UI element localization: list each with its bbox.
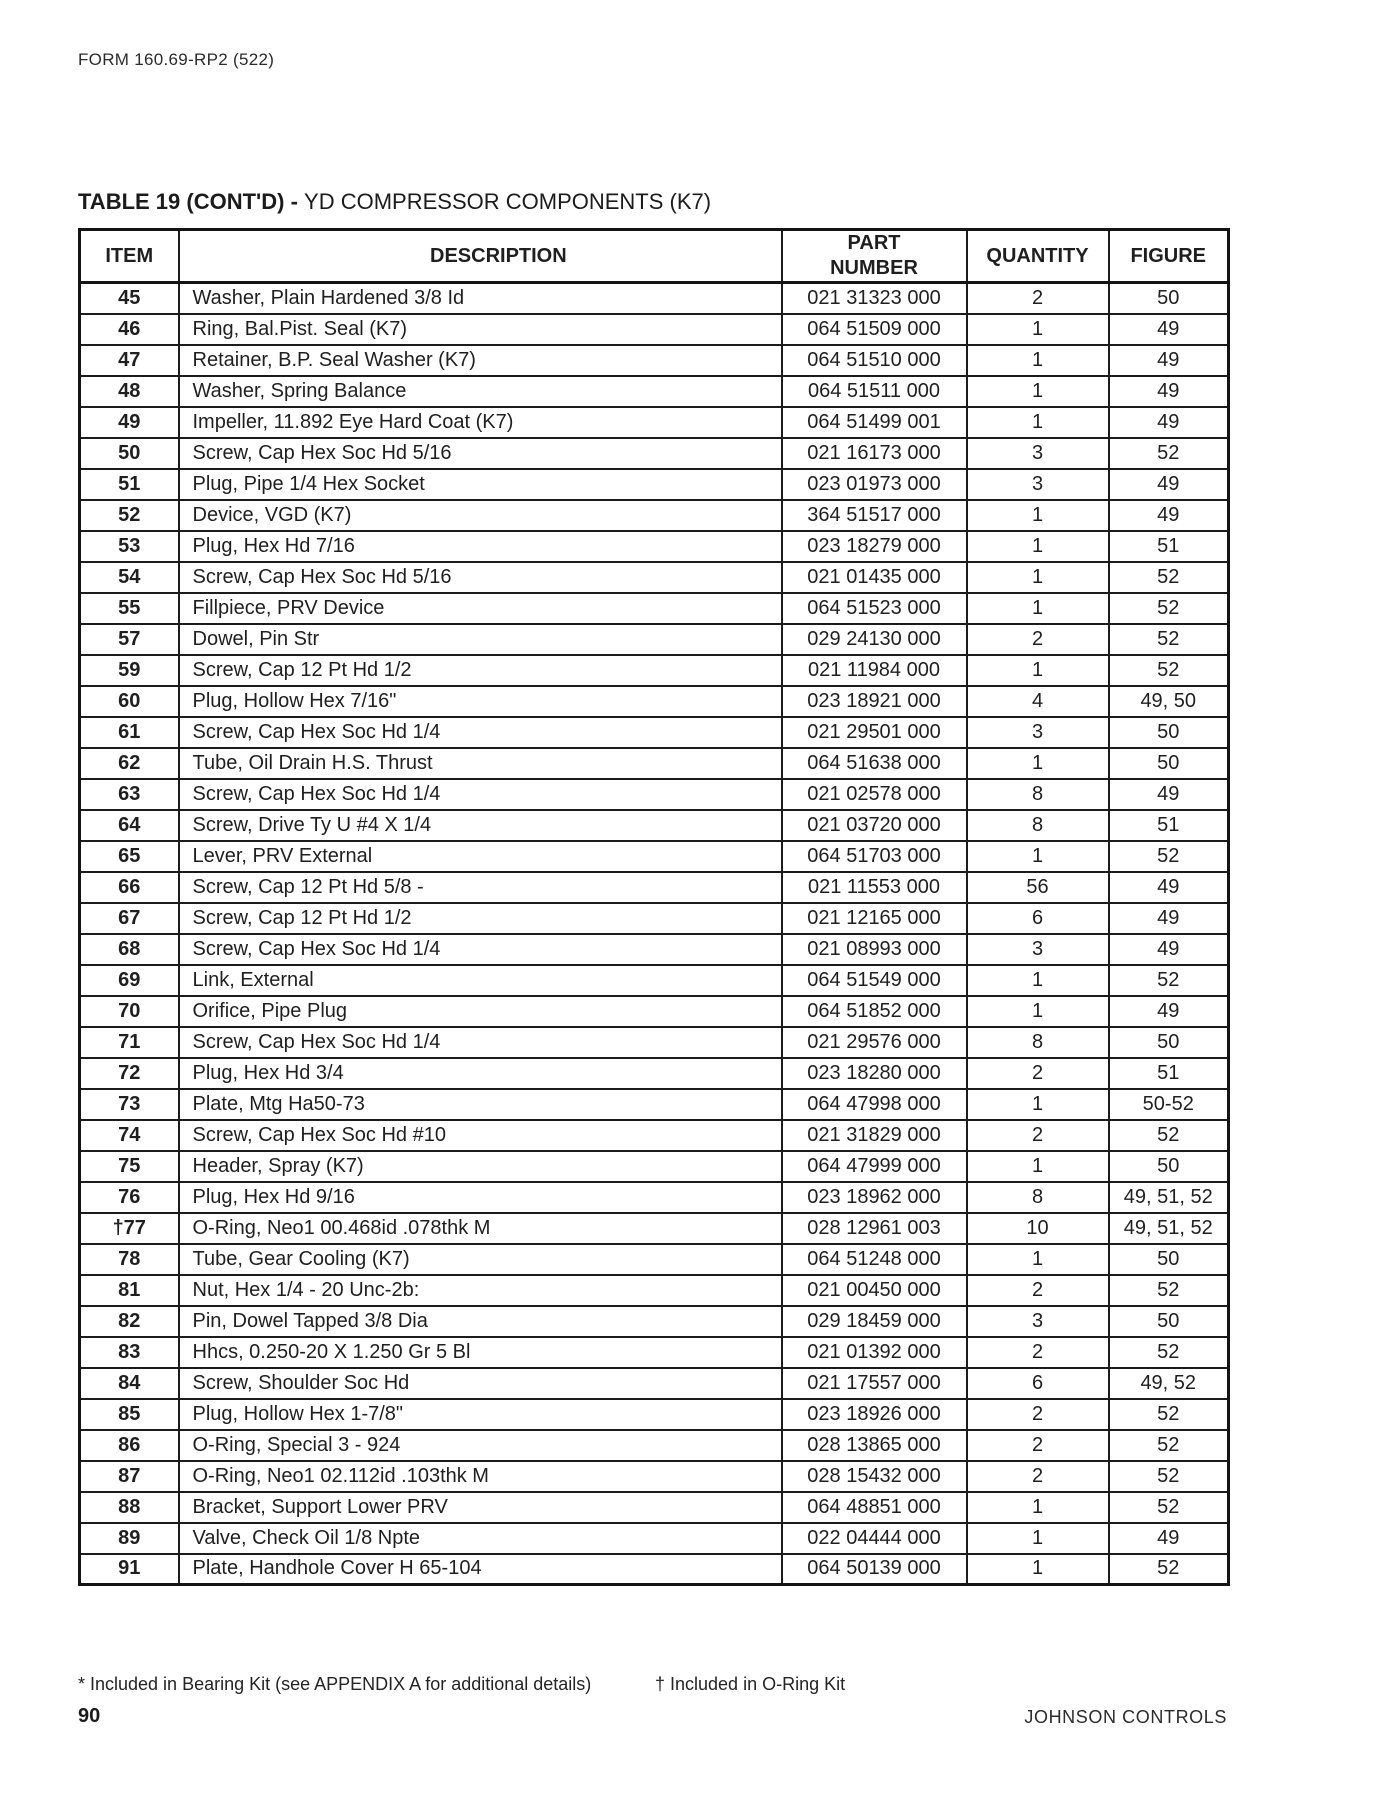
part-number-cell: 021 16173 000 [782,438,967,469]
table-row [80,779,1229,810]
description-cell: Dowel, Pin Str [179,624,782,655]
part-number-cell: 021 11553 000 [782,872,967,903]
quantity-cell: 2 [967,1058,1109,1089]
figure-cell: 50 [1109,1151,1229,1182]
description-cell: Valve, Check Oil 1/8 Npte [179,1523,782,1554]
item-cell: 85 [80,1399,179,1430]
table-row [80,438,1229,469]
figure-cell: 50 [1109,283,1229,314]
item-cell: 69 [80,965,179,996]
table-row [80,407,1229,438]
description-cell: Retainer, B.P. Seal Washer (K7) [179,345,782,376]
part-number-cell: 064 51499 001 [782,407,967,438]
figure-cell: 52 [1109,1275,1229,1306]
table-row [80,562,1229,593]
quantity-cell: 2 [967,1120,1109,1151]
table-row [80,1523,1229,1554]
quantity-cell: 3 [967,469,1109,500]
description-cell: Screw, Cap Hex Soc Hd 5/16 [179,562,782,593]
description-cell: Nut, Hex 1/4 - 20 Unc-2b: [179,1275,782,1306]
table-row [80,1213,1229,1244]
part-number-cell: 064 51549 000 [782,965,967,996]
part-number-cell: 064 47999 000 [782,1151,967,1182]
item-cell: 74 [80,1120,179,1151]
figure-cell: 52 [1109,841,1229,872]
quantity-cell: 6 [967,903,1109,934]
quantity-cell: 8 [967,1182,1109,1213]
quantity-cell: 1 [967,1089,1109,1120]
table-row [80,624,1229,655]
table-row [80,965,1229,996]
table-row [80,345,1229,376]
figure-cell: 49, 51, 52 [1109,1182,1229,1213]
figure-cell: 50 [1109,748,1229,779]
item-cell: 65 [80,841,179,872]
quantity-cell: 1 [967,748,1109,779]
part-number-cell: 064 51638 000 [782,748,967,779]
part-number-cell: 021 01392 000 [782,1337,967,1368]
description-cell: Tube, Oil Drain H.S. Thrust [179,748,782,779]
column-header-description: DESCRIPTION [179,230,782,283]
figure-cell: 50 [1109,1027,1229,1058]
figure-cell: 49 [1109,407,1229,438]
figure-cell: 49 [1109,376,1229,407]
part-number-cell: 064 51703 000 [782,841,967,872]
description-cell: Bracket, Support Lower PRV [179,1492,782,1523]
column-header-part-number: PART NUMBER [782,230,967,283]
part-number-cell: 064 51852 000 [782,996,967,1027]
quantity-cell: 2 [967,1337,1109,1368]
description-cell: Screw, Cap 12 Pt Hd 1/2 [179,903,782,934]
table-row [80,934,1229,965]
item-cell: 46 [80,314,179,345]
quantity-cell: 4 [967,686,1109,717]
part-number-cell: 064 51511 000 [782,376,967,407]
item-cell: 76 [80,1182,179,1213]
description-cell: Fillpiece, PRV Device [179,593,782,624]
page-number: 90 [78,1705,101,1727]
item-cell: 86 [80,1430,179,1461]
part-number-cell: 028 13865 000 [782,1430,967,1461]
part-number-cell: 064 47998 000 [782,1089,967,1120]
item-cell: 68 [80,934,179,965]
item-cell: 61 [80,717,179,748]
description-cell: Lever, PRV External [179,841,782,872]
item-cell: 51 [80,469,179,500]
quantity-cell: 1 [967,1492,1109,1523]
parts-table [78,228,1230,1586]
figure-cell: 49 [1109,996,1229,1027]
part-number-cell: 029 18459 000 [782,1306,967,1337]
quantity-cell: 1 [967,965,1109,996]
item-cell: 47 [80,345,179,376]
part-number-cell: 021 29576 000 [782,1027,967,1058]
item-cell: 71 [80,1027,179,1058]
item-cell: 64 [80,810,179,841]
part-number-cell: 023 01973 000 [782,469,967,500]
description-cell: Screw, Cap Hex Soc Hd 1/4 [179,779,782,810]
part-number-cell: 029 24130 000 [782,624,967,655]
item-cell: 70 [80,996,179,1027]
figure-cell: 52 [1109,1461,1229,1492]
item-cell: 60 [80,686,179,717]
description-cell: O-Ring, Neo1 02.112id .103thk M [179,1461,782,1492]
table-row [80,1089,1229,1120]
item-cell: 66 [80,872,179,903]
description-cell: Screw, Cap Hex Soc Hd 1/4 [179,1027,782,1058]
part-number-cell: 064 50139 000 [782,1554,967,1585]
figure-cell: 50-52 [1109,1089,1229,1120]
description-cell: Screw, Cap Hex Soc Hd 1/4 [179,717,782,748]
part-number-cell: 021 02578 000 [782,779,967,810]
table-title-bold: TABLE 19 (CONT'D) - [78,189,305,214]
part-number-cell: 022 04444 000 [782,1523,967,1554]
description-cell: Ring, Bal.Pist. Seal (K7) [179,314,782,345]
part-number-cell: 028 15432 000 [782,1461,967,1492]
part-number-cell: 023 18279 000 [782,531,967,562]
table-row [80,1554,1229,1585]
table-row [80,748,1229,779]
quantity-cell: 56 [967,872,1109,903]
quantity-cell: 3 [967,438,1109,469]
figure-cell: 52 [1109,1337,1229,1368]
figure-cell: 49 [1109,934,1229,965]
part-number-cell: 023 18921 000 [782,686,967,717]
part-number-cell: 021 31829 000 [782,1120,967,1151]
description-cell: Screw, Cap Hex Soc Hd 5/16 [179,438,782,469]
part-number-cell: 021 03720 000 [782,810,967,841]
parts-table-header [80,230,1229,283]
table-row [80,1182,1229,1213]
table-title-regular: YD COMPRESSOR COMPONENTS (K7) [304,189,712,214]
description-cell: Plug, Hex Hd 9/16 [179,1182,782,1213]
description-cell: Washer, Spring Balance [179,376,782,407]
item-cell: 82 [80,1306,179,1337]
part-number-cell: 021 12165 000 [782,903,967,934]
table-row [80,1275,1229,1306]
description-cell: Hhcs, 0.250-20 X 1.250 Gr 5 Bl [179,1337,782,1368]
description-cell: Plug, Hex Hd 7/16 [179,531,782,562]
parts-table-body [80,283,1229,1585]
part-number-cell: 064 51509 000 [782,314,967,345]
quantity-cell: 1 [967,1554,1109,1585]
item-cell: 49 [80,407,179,438]
figure-cell: 49 [1109,469,1229,500]
figure-cell: 52 [1109,965,1229,996]
table-row [80,1027,1229,1058]
part-number-cell: 023 18962 000 [782,1182,967,1213]
table-row [80,1120,1229,1151]
item-cell: 48 [80,376,179,407]
table-row [80,996,1229,1027]
company-name: JOHNSON CONTROLS [1024,1707,1227,1727]
figure-cell: 52 [1109,593,1229,624]
quantity-cell: 1 [967,500,1109,531]
table-row [80,376,1229,407]
table-row [80,841,1229,872]
item-cell: 89 [80,1523,179,1554]
description-cell: Plate, Mtg Ha50-73 [179,1089,782,1120]
item-cell: 62 [80,748,179,779]
table-title [78,189,711,215]
description-cell: Plug, Hollow Hex 1-7/8" [179,1399,782,1430]
item-cell: 45 [80,283,179,314]
form-number-label: FORM 160.69-RP2 (522) [78,50,275,69]
description-cell: Screw, Cap Hex Soc Hd 1/4 [179,934,782,965]
figure-cell: 52 [1109,1430,1229,1461]
table-row [80,1430,1229,1461]
table-row [80,469,1229,500]
figure-cell: 51 [1109,810,1229,841]
quantity-cell: 8 [967,810,1109,841]
figure-cell: 49 [1109,345,1229,376]
description-cell: Plate, Handhole Cover H 65-104 [179,1554,782,1585]
item-cell: †77 [80,1213,179,1244]
quantity-cell: 1 [967,314,1109,345]
item-cell: 91 [80,1554,179,1585]
table-row [80,810,1229,841]
item-cell: 84 [80,1368,179,1399]
table-row [80,1399,1229,1430]
item-cell: 75 [80,1151,179,1182]
quantity-cell: 1 [967,345,1109,376]
figure-cell: 49 [1109,903,1229,934]
table-row [80,531,1229,562]
figure-cell: 49 [1109,779,1229,810]
item-cell: 63 [80,779,179,810]
table-row [80,1244,1229,1275]
table-row [80,1461,1229,1492]
footnote-oring-kit: † Included in O-Ring Kit [655,1674,846,1694]
description-cell: Screw, Drive Ty U #4 X 1/4 [179,810,782,841]
table-row [80,283,1229,314]
description-cell: Header, Spray (K7) [179,1151,782,1182]
description-cell: Plug, Hex Hd 3/4 [179,1058,782,1089]
figure-cell: 52 [1109,562,1229,593]
part-number-cell: 028 12961 003 [782,1213,967,1244]
description-cell: Screw, Shoulder Soc Hd [179,1368,782,1399]
part-number-cell: 364 51517 000 [782,500,967,531]
description-cell: Screw, Cap 12 Pt Hd 5/8 - [179,872,782,903]
part-number-cell: 021 08993 000 [782,934,967,965]
quantity-cell: 2 [967,624,1109,655]
header-row [80,230,1229,283]
figure-cell: 49 [1109,314,1229,345]
table-row [80,903,1229,934]
description-cell: Link, External [179,965,782,996]
figure-cell: 52 [1109,655,1229,686]
table-row [80,717,1229,748]
figure-cell: 51 [1109,1058,1229,1089]
table-row [80,1151,1229,1182]
column-header-quantity: QUANTITY [967,230,1109,283]
part-number-cell: 021 29501 000 [782,717,967,748]
quantity-cell: 2 [967,283,1109,314]
figure-cell: 52 [1109,438,1229,469]
figure-cell: 49, 52 [1109,1368,1229,1399]
table-row [80,593,1229,624]
quantity-cell: 1 [967,841,1109,872]
figure-cell: 52 [1109,624,1229,655]
table-row [80,314,1229,345]
description-cell: Plug, Pipe 1/4 Hex Socket [179,469,782,500]
footnotes [78,1674,1227,1695]
description-cell: O-Ring, Neo1 00.468id .078thk M [179,1213,782,1244]
part-number-cell: 021 00450 000 [782,1275,967,1306]
quantity-cell: 1 [967,1244,1109,1275]
description-cell: Tube, Gear Cooling (K7) [179,1244,782,1275]
table-row [80,1492,1229,1523]
quantity-cell: 1 [967,1523,1109,1554]
figure-cell: 52 [1109,1492,1229,1523]
quantity-cell: 1 [967,996,1109,1027]
column-header-item: ITEM [80,230,179,283]
figure-cell: 50 [1109,717,1229,748]
description-cell: Orifice, Pipe Plug [179,996,782,1027]
table-row [80,1306,1229,1337]
description-cell: Pin, Dowel Tapped 3/8 Dia [179,1306,782,1337]
item-cell: 88 [80,1492,179,1523]
item-cell: 50 [80,438,179,469]
figure-cell: 49, 50 [1109,686,1229,717]
quantity-cell: 2 [967,1399,1109,1430]
quantity-cell: 6 [967,1368,1109,1399]
quantity-cell: 1 [967,376,1109,407]
figure-cell: 51 [1109,531,1229,562]
item-cell: 73 [80,1089,179,1120]
figure-cell: 52 [1109,1399,1229,1430]
figure-cell: 52 [1109,1554,1229,1585]
quantity-cell: 1 [967,407,1109,438]
part-number-cell: 021 01435 000 [782,562,967,593]
description-cell: Screw, Cap 12 Pt Hd 1/2 [179,655,782,686]
description-cell: Screw, Cap Hex Soc Hd #10 [179,1120,782,1151]
quantity-cell: 3 [967,717,1109,748]
quantity-cell: 2 [967,1430,1109,1461]
item-cell: 59 [80,655,179,686]
table-row [80,1337,1229,1368]
item-cell: 52 [80,500,179,531]
item-cell: 54 [80,562,179,593]
quantity-cell: 1 [967,531,1109,562]
figure-cell: 49, 51, 52 [1109,1213,1229,1244]
table-row [80,500,1229,531]
description-cell: Device, VGD (K7) [179,500,782,531]
table-row [80,686,1229,717]
figure-cell: 49 [1109,500,1229,531]
quantity-cell: 1 [967,1151,1109,1182]
item-cell: 53 [80,531,179,562]
part-number-cell: 064 51523 000 [782,593,967,624]
figure-cell: 49 [1109,1523,1229,1554]
description-cell: O-Ring, Special 3 - 924 [179,1430,782,1461]
part-number-cell: 064 51248 000 [782,1244,967,1275]
part-number-cell: 021 17557 000 [782,1368,967,1399]
table-row [80,872,1229,903]
item-cell: 72 [80,1058,179,1089]
table-row [80,1058,1229,1089]
quantity-cell: 2 [967,1461,1109,1492]
table-row [80,1368,1229,1399]
part-number-cell: 021 11984 000 [782,655,967,686]
part-number-cell: 064 51510 000 [782,345,967,376]
figure-cell: 52 [1109,1120,1229,1151]
item-cell: 87 [80,1461,179,1492]
quantity-cell: 10 [967,1213,1109,1244]
quantity-cell: 8 [967,1027,1109,1058]
footnote-bearing-kit: * Included in Bearing Kit (see APPENDIX A for additional details) [78,1674,592,1694]
part-number-cell: 023 18280 000 [782,1058,967,1089]
description-cell: Washer, Plain Hardened 3/8 Id [179,283,782,314]
item-cell: 83 [80,1337,179,1368]
item-cell: 78 [80,1244,179,1275]
figure-cell: 49 [1109,872,1229,903]
quantity-cell: 1 [967,562,1109,593]
figure-cell: 50 [1109,1244,1229,1275]
description-cell: Impeller, 11.892 Eye Hard Coat (K7) [179,407,782,438]
item-cell: 55 [80,593,179,624]
quantity-cell: 8 [967,779,1109,810]
part-number-cell: 023 18926 000 [782,1399,967,1430]
quantity-cell: 3 [967,1306,1109,1337]
quantity-cell: 1 [967,593,1109,624]
item-cell: 57 [80,624,179,655]
column-header-figure: FIGURE [1109,230,1229,283]
quantity-cell: 1 [967,655,1109,686]
part-number-cell: 021 31323 000 [782,283,967,314]
figure-cell: 50 [1109,1306,1229,1337]
part-number-cell: 064 48851 000 [782,1492,967,1523]
quantity-cell: 3 [967,934,1109,965]
item-cell: 67 [80,903,179,934]
description-cell: Plug, Hollow Hex 7/16" [179,686,782,717]
quantity-cell: 2 [967,1275,1109,1306]
table-row [80,655,1229,686]
item-cell: 81 [80,1275,179,1306]
